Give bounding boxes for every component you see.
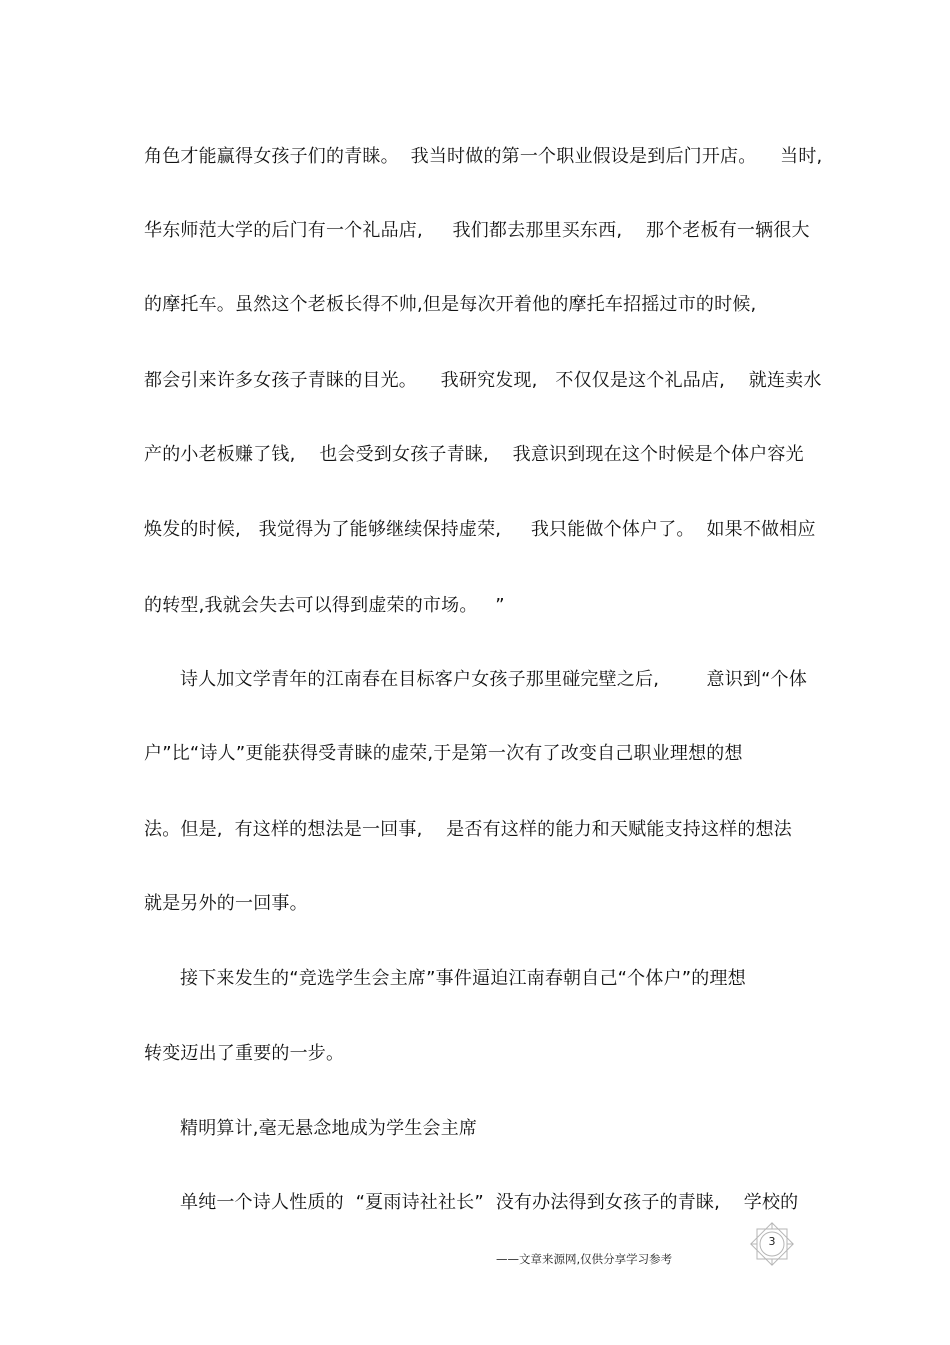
section-heading: 精明算计,毫无悬念地成为学生会主席 <box>180 1118 478 1139</box>
body-line-4: 都会引来许多女孩子青睐的目光。 我研究发现, 不仅仅是这个礼品店, 就连卖水 <box>144 370 822 391</box>
body-line-11: 就是另外的一回事。 <box>144 893 308 914</box>
page-number: 3 <box>768 1235 776 1248</box>
body-line-15: 单纯一个诗人性质的 “夏雨诗社社长” 没有办法得到女孩子的青睐, 学校的 <box>180 1192 799 1213</box>
body-line-6: 焕发的时候, 我觉得为了能够继续保持虚荣, 我只能做个体户了。 如果不做相应 <box>144 519 816 540</box>
body-line-12: 接下来发生的“竞选学生会主席”事件逼迫江南春朝自己“个体户”的理想 <box>180 968 746 989</box>
body-line-10: 法。但是, 有这样的想法是一回事, 是否有这样的能力和天赋能支持这样的想法 <box>144 819 792 840</box>
body-line-2: 华东师范大学的后门有一个礼品店, 我们都去那里买东西, 那个老板有一辆很大 <box>144 220 810 241</box>
body-line-7: 的转型,我就会失去可以得到虚荣的市场。 ” <box>144 595 505 616</box>
body-line-8: 诗人加文学青年的江南春在目标客户女孩子那里碰完壁之后, 意识到“个体 <box>180 669 808 690</box>
body-line-5: 产的小老板赚了钱, 也会受到女孩子青睐, 我意识到现在这个时候是个体户容光 <box>144 444 804 465</box>
body-line-9: 户”比“诗人”更能获得受青睐的虚荣,于是第一次有了改变自己职业理想的想 <box>144 743 743 764</box>
body-line-1: 角色才能赢得女孩子们的青睐。 我当时做的第一个职业假设是到后门开店。 当时, <box>144 146 823 167</box>
body-line-3: 的摩托车。虽然这个老板长得不帅,但是每次开着他的摩托车招摇过市的时候, <box>144 294 757 315</box>
page-number-badge <box>749 1222 795 1266</box>
footer-source-note: ——文章来源网,仅供分享学习参考 <box>496 1252 673 1266</box>
body-line-13: 转变迈出了重要的一步。 <box>144 1043 345 1064</box>
